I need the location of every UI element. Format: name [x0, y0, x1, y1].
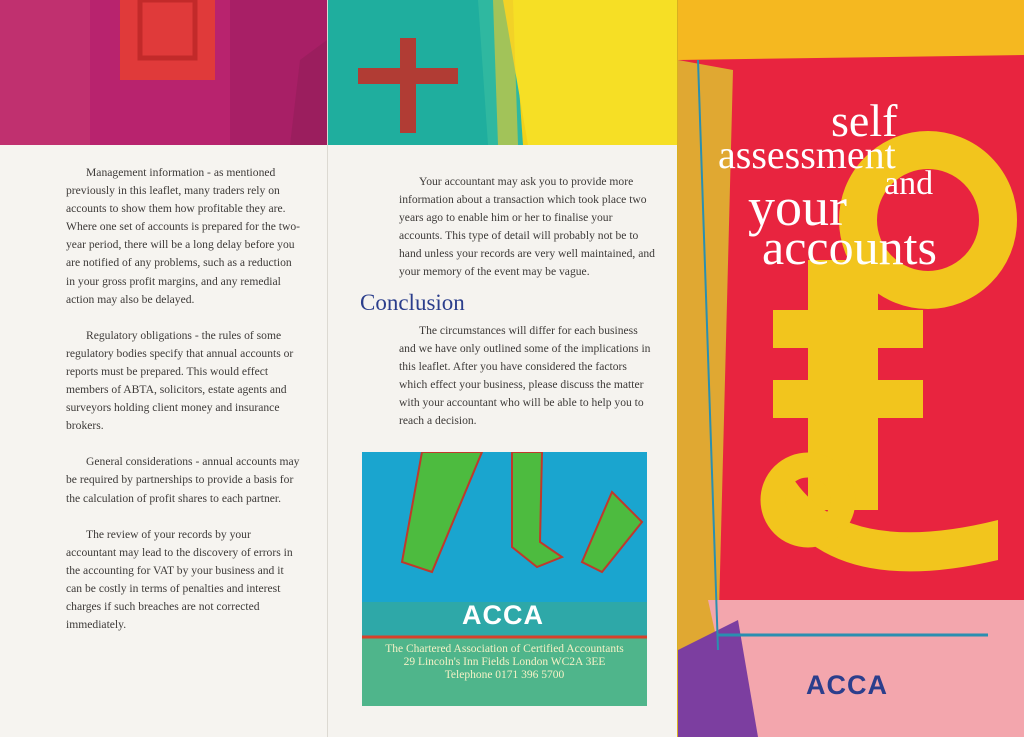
- leaflet-cover-panel: [677, 0, 1024, 737]
- cover-title-self: self: [831, 95, 898, 146]
- acca-contact-box: [362, 452, 647, 706]
- leaflet-panel-left: [0, 0, 327, 737]
- conclusion-paragraph: The circumstances will differ for each business and we have only outlined some of the implications in this leaflet. After you have considered the factors which effect your business, please discuss the matter with your accountant who will be able to help you to reach a decision.: [399, 324, 651, 428]
- acca-logo: ACCA: [462, 600, 544, 630]
- cover-title-your: your: [748, 177, 847, 237]
- middle-panel-intro: [399, 173, 655, 282]
- address: 29 Lincoln's Inn Fields London WC2A 3EE: [403, 656, 606, 668]
- left-panel-text: [66, 164, 302, 652]
- paragraph-management-information: Management information - as mentioned previously in this leaflet, many traders rely on accounts to show them how profitable they are. Where one set of accounts is prepared for the two-year period, there will be a long delay before you are notified of any problems, such as a reduction in your gross profit margins, and any remedial action may also be delayed.: [66, 166, 301, 306]
- paragraph-general-considerations: General considerations - annual accounts may be required by partnerships to provide a basis for the calculation of profit shares to each partner.: [66, 455, 300, 505]
- cover-title-accounts: accounts: [762, 219, 937, 275]
- painted-header-art: [328, 0, 678, 145]
- painted-header-art: [0, 0, 327, 145]
- paragraph-review-of-records: The review of your records by your accountant may lead to the discovery of errors in the accounting for VAT by your business and it can be costly in terms of penalties and interest charges if such breaches are not corrected immediately.: [66, 527, 293, 632]
- leaflet-panel-middle: [327, 0, 678, 737]
- intro-paragraph: Your accountant may ask you to provide more information about a transaction which took place two years ago to enable him or her to finalise your accounts. This type of detail will probably not be to hand unless your records are very well maintained, and your memory of the event may be vague.: [399, 175, 655, 279]
- conclusion-text-block: [399, 322, 655, 431]
- paragraph-regulatory-obligations: Regulatory obligations - the rules of some regulatory bodies specify that annual accounts or reports must be prepared. This would effect members of ABTA, solicitors, estate agents and surveyors holding client money and insurance brokers.: [66, 328, 294, 433]
- telephone: Telephone 0171 396 5700: [444, 669, 565, 681]
- conclusion-heading: Conclusion: [360, 290, 465, 315]
- org-name: The Chartered Association of Certified Accountants: [385, 643, 624, 655]
- cover-title-assessment: assessment: [718, 132, 896, 177]
- acca-logo: ACCA: [806, 670, 888, 700]
- cover-title-and: and: [884, 165, 934, 202]
